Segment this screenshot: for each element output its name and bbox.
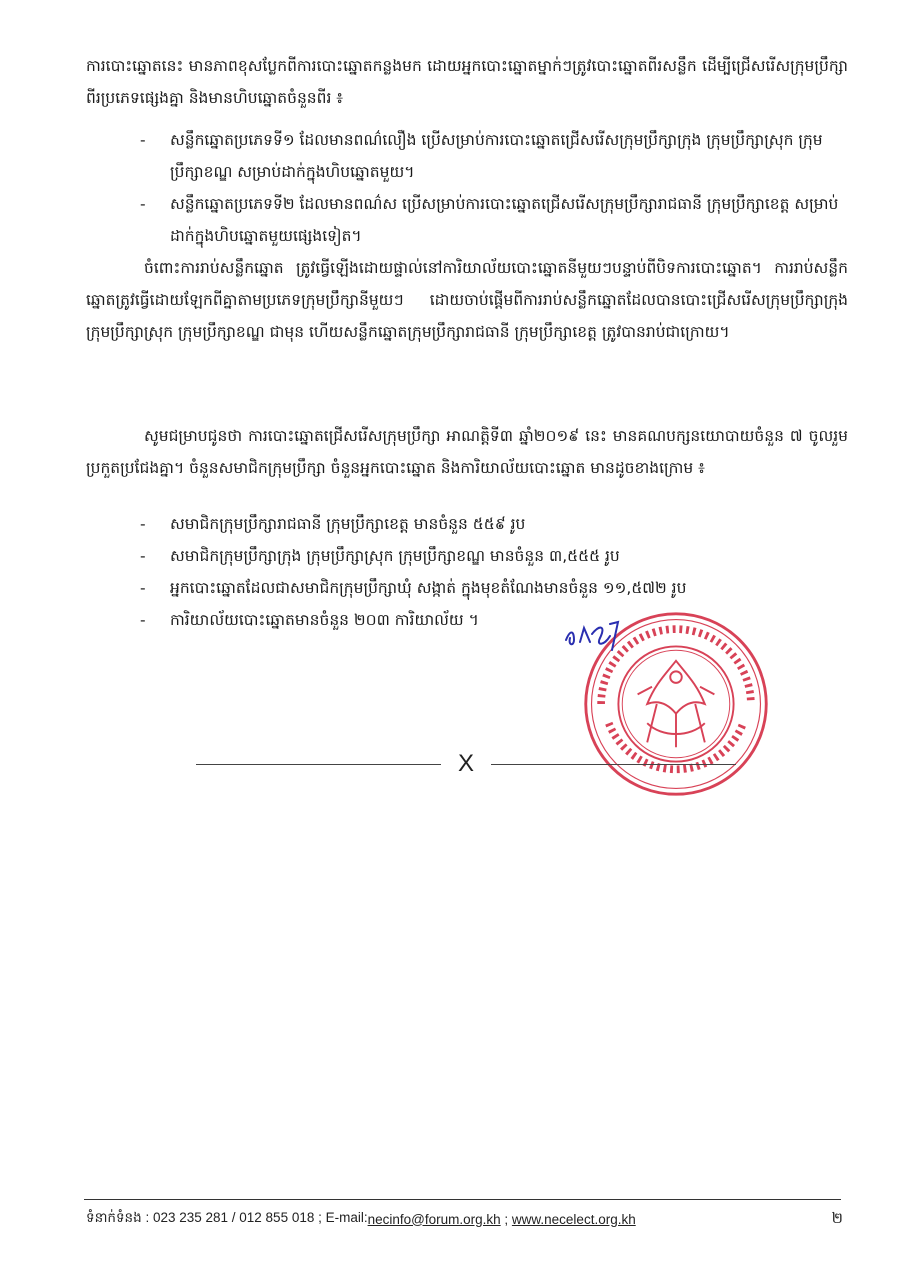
email-link[interactable]: necinfo@forum.org.kh — [367, 1211, 501, 1227]
divider — [491, 764, 736, 765]
bullet-dash: - — [140, 611, 146, 629]
bullet-dash: - — [140, 131, 146, 149]
list-item-text: អ្នកបោះឆ្នោតដែលជាសមាជិកក្រុមប្រឹក្សាឃុំ សង្កាត់ ក្នុងមុខតំណែងមានចំនួន ១១,៥៧២ រូប — [170, 579, 687, 597]
bullet-dash: - — [140, 515, 146, 533]
list-item — [140, 540, 848, 572]
footer-separator: ; — [500, 1211, 512, 1227]
list-item — [140, 188, 848, 252]
list-item-text: សមាជិកក្រុមប្រឹក្សាក្រុង ក្រុមប្រឹក្សាស្រុក ក្រុមប្រឹក្សាខណ្ឌ មានចំនួន ៣,៥៥៥ រូប — [170, 547, 620, 565]
website-link[interactable]: www.necelect.org.kh — [511, 1211, 636, 1227]
list-item-text: សន្លឹកឆ្នោតប្រភេទទី២ ដែលមានពណ៌ស ប្រើសម្រាប់ការបោះឆ្នោតជ្រើសរើសក្រុមប្រឹក្សារាជធានី ក្រុមប្រឹក្សាខេត្ត សម្រាប់ដាក់ក្នុងហិបឆ្នោតមួយផ្សេងទៀត។ — [170, 195, 839, 245]
list-item-text: សមាជិកក្រុមប្រឹក្សារាជធានី ក្រុមប្រឹក្សាខេត្ត មានចំនួន ៥៥៩ រូប — [170, 515, 526, 533]
footer-divider — [84, 1199, 841, 1200]
bullet-dash: - — [140, 547, 146, 565]
footer-contact — [86, 1208, 843, 1230]
footer-contact-label: ទំនាក់ទំនង : 023 235 281 / 012 855 018 ; E-mail: — [86, 1210, 368, 1225]
list-item-text: សន្លឹកឆ្នោតប្រភេទទី១ ដែលមានពណ៌លឿង ប្រើសម្រាប់ការបោះឆ្នោតជ្រើសរើសក្រុមប្រឹក្សាក្រុង ក្រុមប្រឹក្សាស្រុក ក្រុមប្រឹក្សាខណ្ឌ សម្រាប់ដាក់ក្នុងហិបឆ្នោតមួយ។ — [170, 131, 823, 181]
list-item — [140, 124, 848, 188]
signature-icon — [560, 616, 622, 656]
divider — [196, 764, 441, 765]
list-item — [140, 572, 848, 604]
paragraph-election-summary: សូមជម្រាបជូនថា ការបោះឆ្នោតជ្រើសរើសក្រុមប្រឹក្សា អាណត្តិទី៣ ឆ្នាំ២០១៩ នេះ មានគណបក្សនយោបាយចំនួន ៧ ចូលរួមប្រកួតប្រជែងគ្នា។ ចំនួនសមាជិកក្រុមប្រឹក្សា ចំនួនអ្នកបោះឆ្នោត និងការិយាល័យបោះឆ្នោត មានដូចខាងក្រោម ៖ — [86, 427, 848, 477]
bullet-dash: - — [140, 579, 146, 597]
page-number: ២ — [831, 1209, 843, 1227]
list-item-text: ការិយាល័យបោះឆ្នោតមានចំនួន ២០៣ ការិយាល័យ ។ — [170, 611, 479, 629]
list-item — [140, 508, 848, 540]
paragraph-ballot-intro: ការបោះឆ្នោតនេះ មានភាពខុសប្លែកពីការបោះឆ្នោតកន្លងមក ដោយអ្នកបោះឆ្នោតម្នាក់ៗត្រូវបោះឆ្នោតពីរសន្លឹក ដើម្បីជ្រើសរើសក្រុមប្រឹក្សាពីរប្រភេទផ្សេងគ្នា និងមានហិបឆ្នោតចំនួនពីរ ៖ — [86, 57, 848, 107]
end-of-text-mark — [196, 752, 736, 776]
bullet-dash: - — [140, 195, 146, 213]
paragraph-vote-counting: ចំពោះការរាប់សន្លឹកឆ្នោត ត្រូវធ្វើឡើងដោយផ្ទាល់នៅការិយាល័យបោះឆ្នោតនីមួយៗបន្ទាប់ពីបិទការបោះឆ្នោត។ ការរាប់សន្លឹកឆ្នោតត្រូវធ្វើដោយឡែកពីគ្នាតាមប្រភេទក្រុមប្រឹក្សានីមួយៗ ដោយចាប់ផ្តើមពីការរាប់សន្លឹកឆ្នោតដែលបានបោះជ្រើសរើសក្រុមប្រឹក្សាក្រុង ក្រុមប្រឹក្សាស្រុក ក្រុមប្រឹក្សាខណ្ឌ ជាមុន ហើយសន្លឹកឆ្នោតក្រុមប្រឹក្សារាជធានី ក្រុមប្រឹក្សាខេត្ត ត្រូវបានរាប់ជាក្រោយ។ — [86, 259, 848, 341]
ballot-type-list — [140, 124, 848, 252]
end-mark-x: X — [457, 750, 474, 777]
